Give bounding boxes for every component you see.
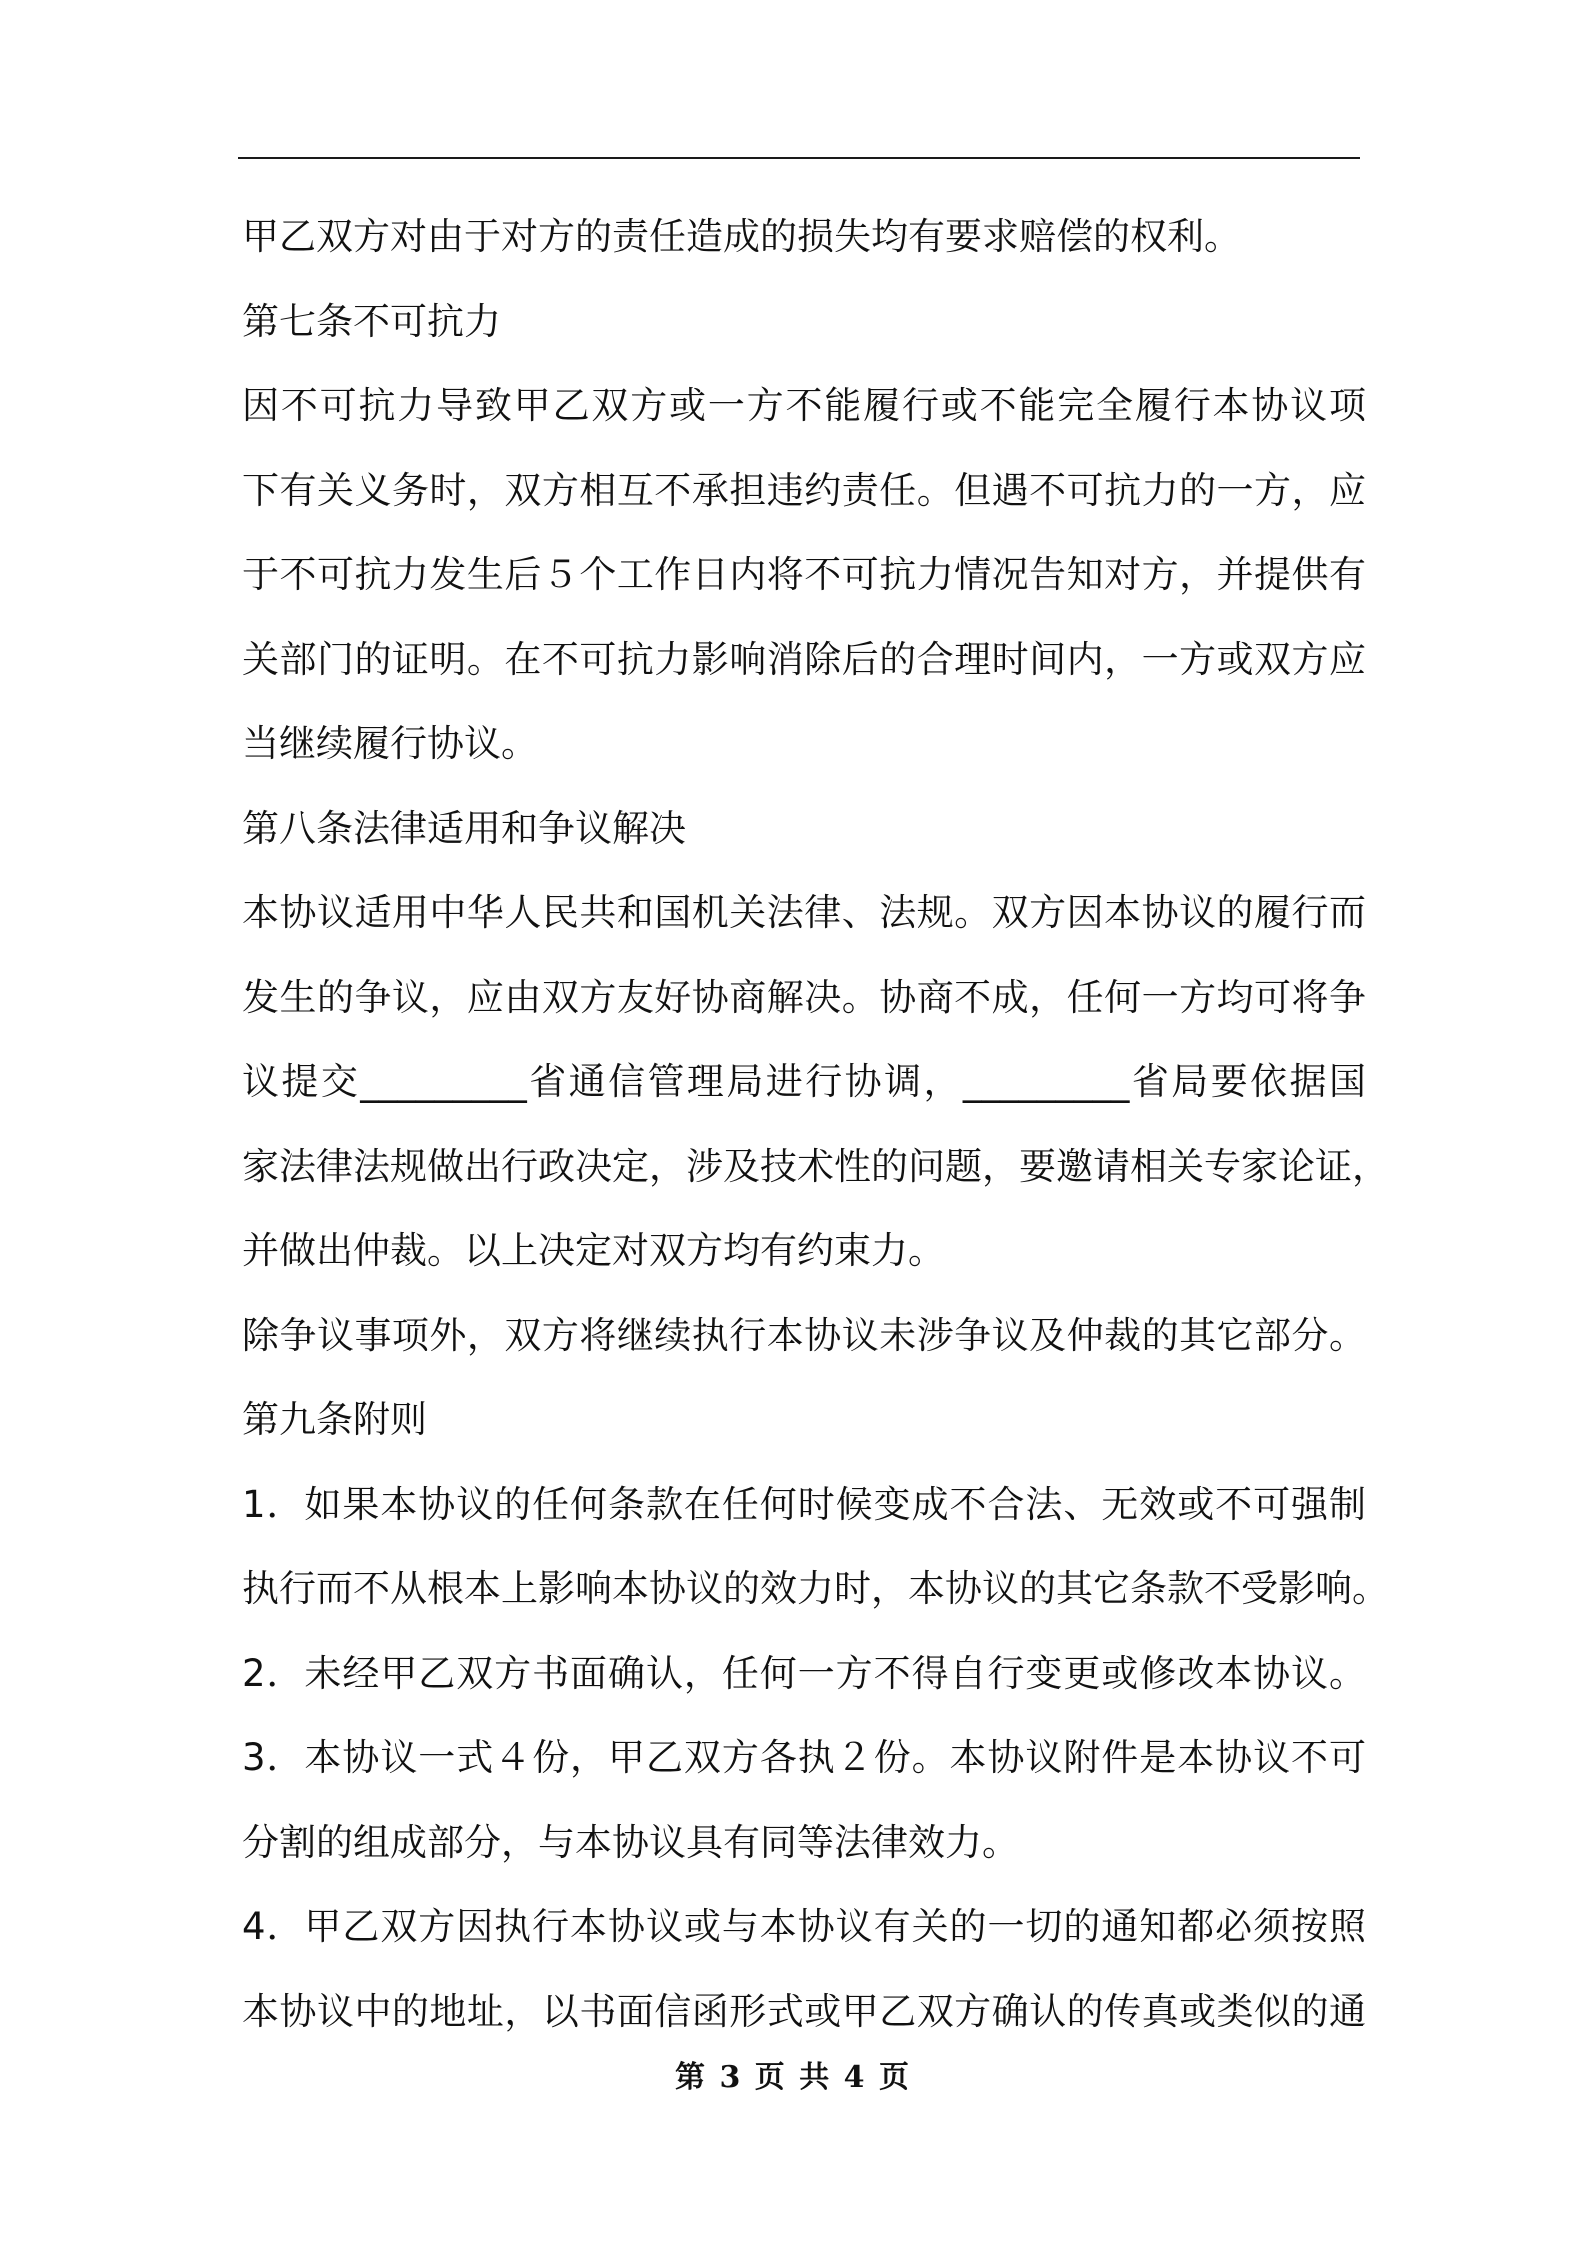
text-line: 第九条附则 (242, 1398, 427, 1441)
text-line: 第七条不可抗力 (242, 299, 501, 343)
text-line: 4．甲乙双方因执行本协议或与本协议有关的一切的通知都必须按照 (242, 1905, 1366, 1948)
text-line: 并做出仲裁。以上决定对双方均有约束力。 (242, 1229, 945, 1272)
text-line: 因不可抗力导致甲乙双方或一方不能履行或不能完全履行本协议项 (242, 384, 1366, 427)
text-line: 本协议适用中华人民共和国机关法律、法规。双方因本协议的履行而 (242, 891, 1366, 934)
header-rule (238, 157, 1360, 159)
text-line: 关部门的证明。在不可抗力影响消除后的合理时间内，一方或双方应 (242, 637, 1366, 681)
text-line: 3．本协议一式４份，甲乙双方各执２份。本协议附件是本协议不可 (242, 1736, 1366, 1779)
text-line: 当继续履行协议。 (242, 722, 538, 765)
text-line: 家法律法规做出行政决定，涉及技术性的问题，要邀请相关专家论证， (242, 1144, 1389, 1188)
text-line: 甲乙双方对由于对方的责任造成的损失均有要求赔偿的权利。 (242, 215, 1241, 258)
document-body (242, 195, 1389, 2054)
text-line: 分割的组成部分，与本协议具有同等法律效力。 (242, 1820, 1019, 1864)
text-line: 议提交_________省通信管理局进行协调，_________省局要依据国 (242, 1060, 1366, 1103)
text-line: 本协议中的地址，以书面信函形式或甲乙双方确认的传真或类似的通 (242, 1989, 1366, 2033)
text-line: 发生的争议，应由双方友好协商解决。协商不成，任何一方均可将争 (242, 975, 1366, 1019)
text-line: 执行而不从根本上影响本协议的效力时，本协议的其它条款不受影响。 (242, 1567, 1389, 1610)
text-line: 1．如果本协议的任何条款在任何时候变成不合法、无效或不可强制 (242, 1482, 1366, 1526)
page-number-footer: 第 3 页 共 4 页 (675, 2060, 911, 2095)
text-line: 下有关义务时，双方相互不承担违约责任。但遇不可抗力的一方，应 (242, 468, 1366, 512)
text-line: 除争议事项外，双方将继续执行本协议未涉争议及仲裁的其它部分。 (242, 1313, 1366, 1357)
text-line: 第八条法律适用和争议解决 (242, 806, 686, 850)
text-line: 2．未经甲乙双方书面确认，任何一方不得自行变更或修改本协议。 (242, 1651, 1366, 1695)
text-line: 于不可抗力发生后５个工作日内将不可抗力情况告知对方，并提供有 (242, 553, 1366, 596)
